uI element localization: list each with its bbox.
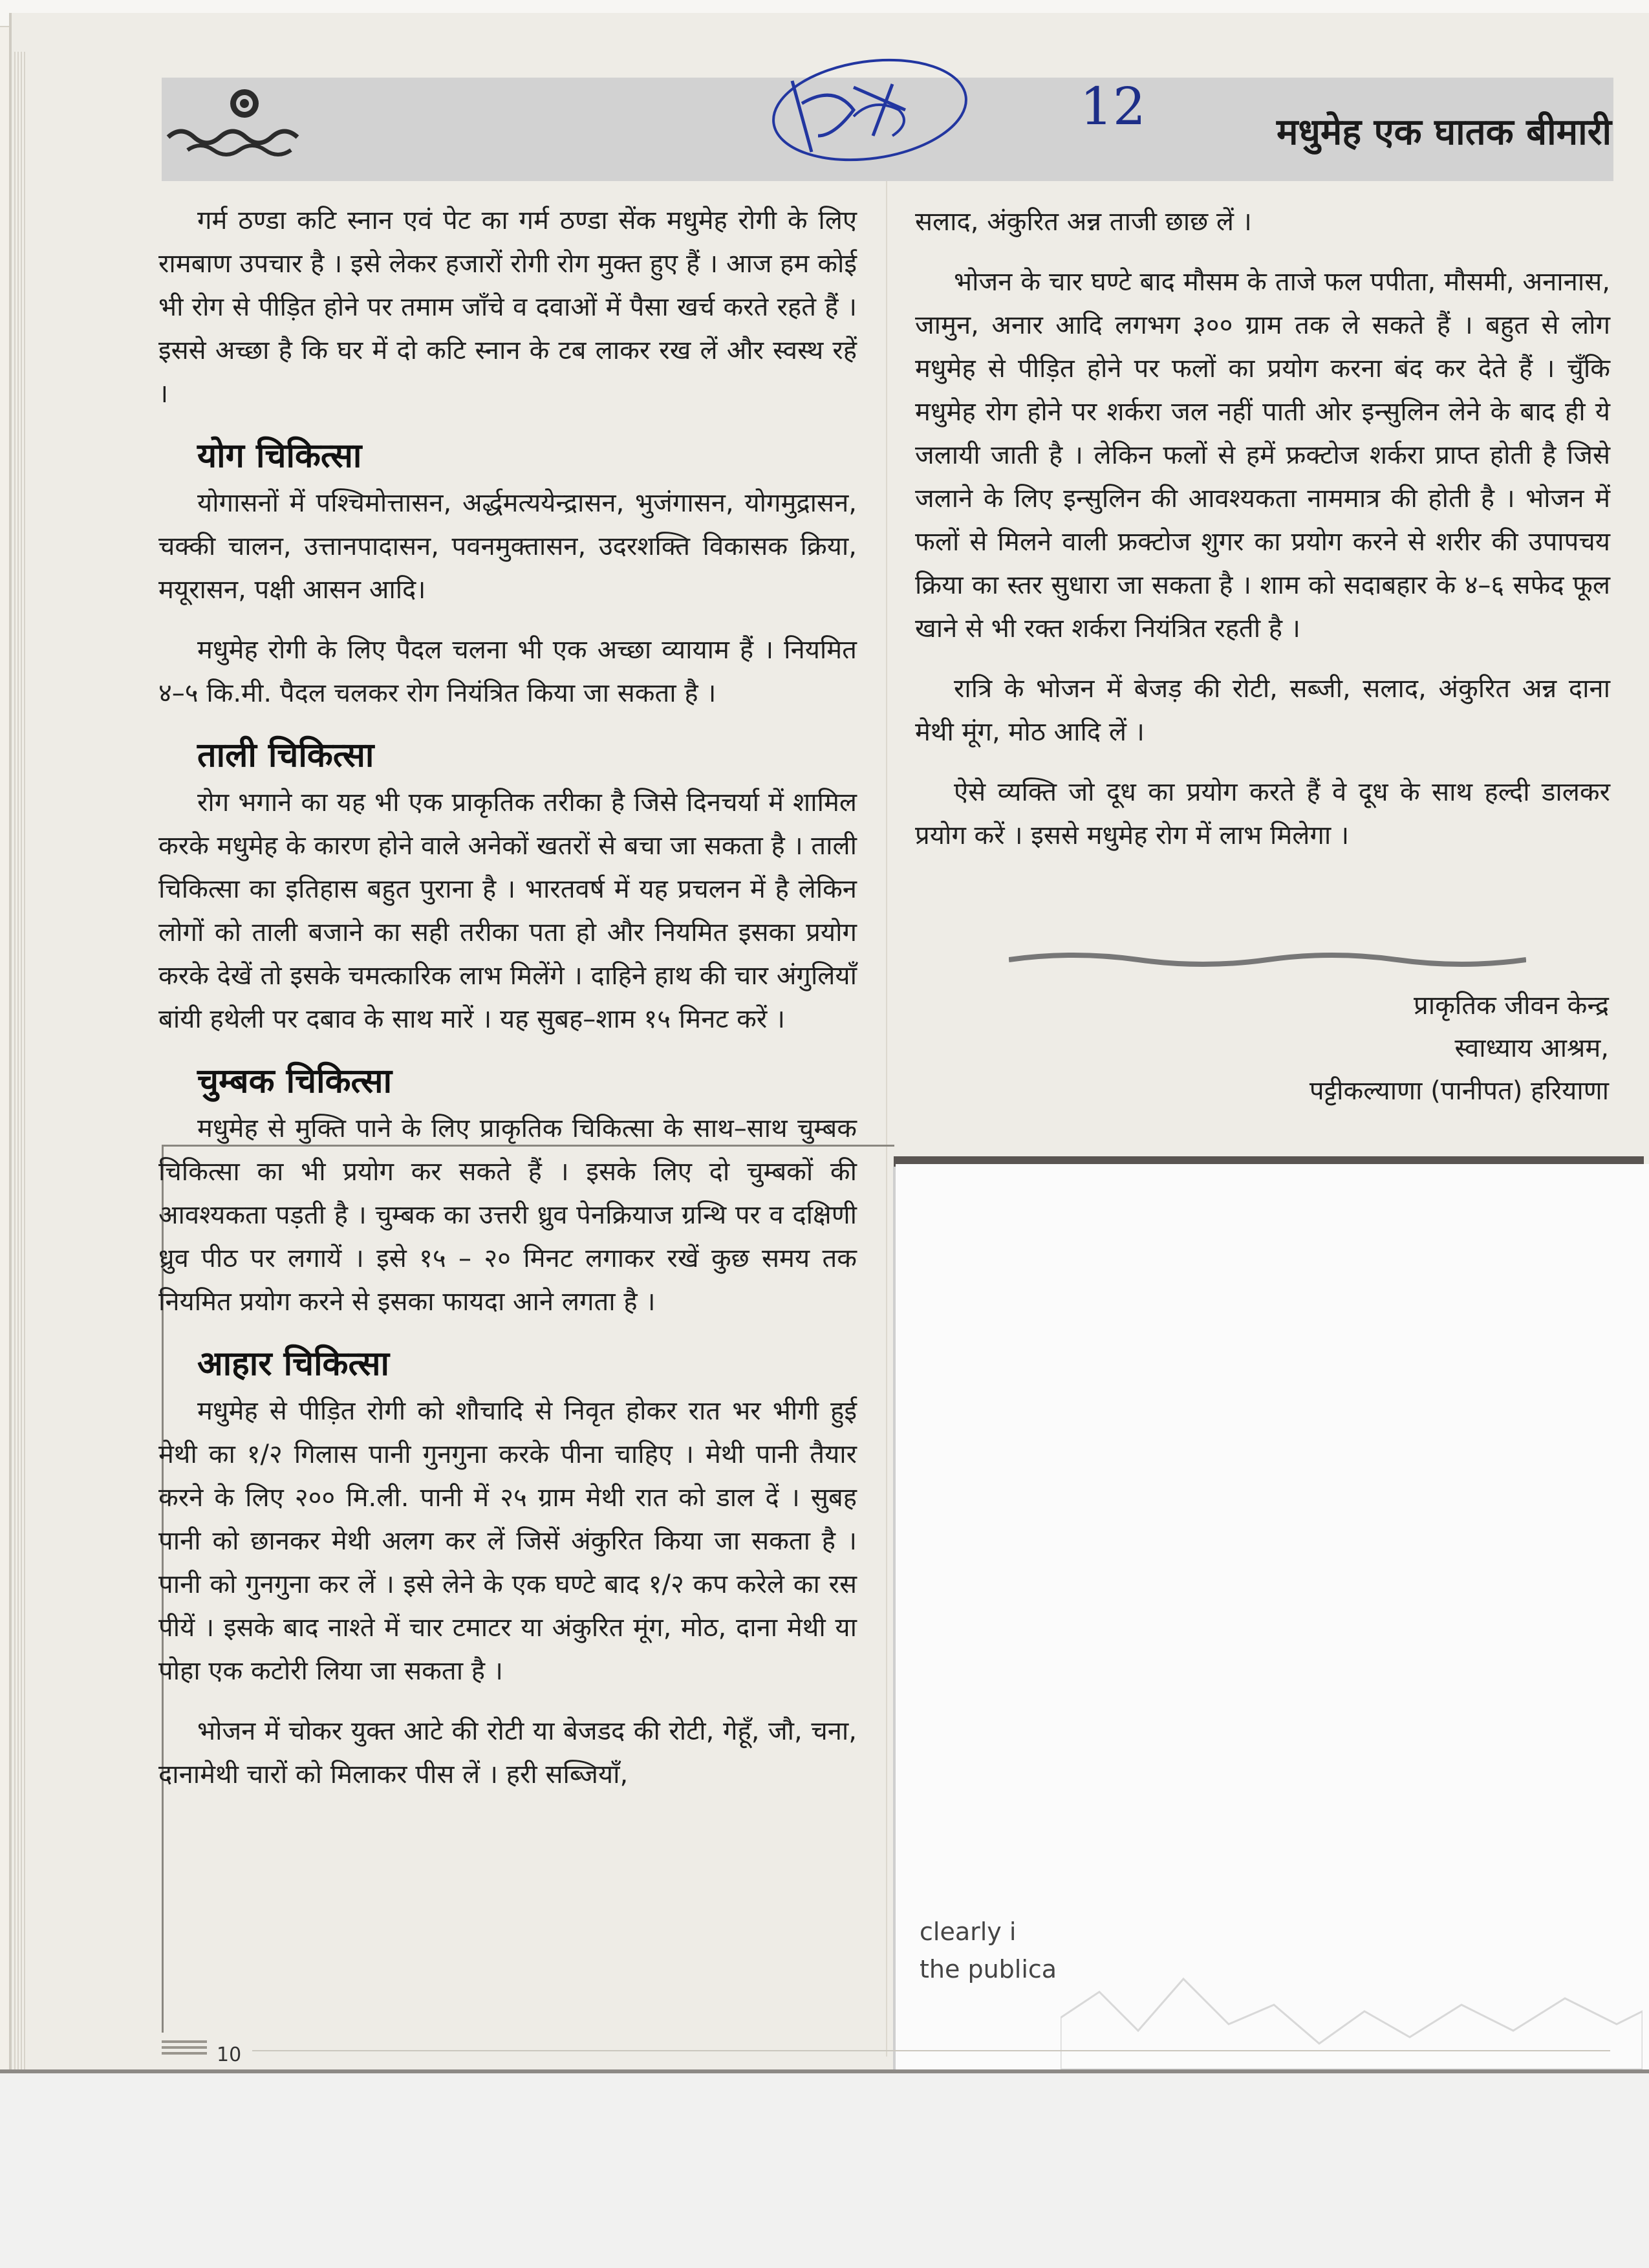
- sticker-text-line-2: the publica: [920, 1955, 1057, 1983]
- paragraph-salad: सलाद, अंकुरित अन्न ताजी छाछ लें ।: [915, 207, 1252, 237]
- paragraph-aahar: मधुमेह से पीड़ित रोगी को शौचादि से निवृत होकर रात भर भीगी हुई मेथी का १/२ गिलास पानी गुनगुना करके पीना चाहिए । मेथी पानी तैयार करने के लिए २०० मि.ली. पानी में २५ ग्राम मेथी रात को डाल दें । सुबह पानी को छानकर मेथी अलग कर लें जिसें अंकुरित किया जा सकता है । पानी को गुनगुना कर लें । इसे लेने के एक घण्टे बाद १/२ कप करेले का रस पीयें । इसके बाद नाश्ते में चार टमाटर या अंकुरित मूंग, मोठ, दाना मेथी या पोहा एक कटोरी लिया जा सकता है ।: [158, 1396, 857, 1686]
- sticker-visible-text: [920, 1913, 1057, 1988]
- signature-line-1: प्राकृतिक जीवन केन्द्र: [1414, 991, 1609, 1021]
- signature-line-3: पट्टीकल्याणा (पानीपत) हरियाणा: [1309, 1076, 1609, 1106]
- wave-logo-icon: [162, 78, 330, 181]
- handwritten-stamp-icon: [757, 39, 976, 175]
- footer-ornament: [162, 2040, 207, 2058]
- paragraph-fruits: भोजन के चार घण्टे बाद मौसम के ताजे फल पपीता, मौसमी, अनानास, जामुन, अनार आदि लगभग ३०० ग्राम तक ले सकते हैं । बहुत से लोग मधुमेह से पीड़ित होने पर फलों का प्रयोग करना बंद कर देते हैं । चुँकि मधुमेह रोग होने पर शर्करा जल नहीं पाती ओर इन्सुलिन लेने के बाद ही ये जलायी जाती है । लेकिन फलों से हमें फ्रक्टोज शर्करा प्राप्त होती है जिसे जलाने के लिए इन्सुलिन की आवश्यकता नाममात्र की होती है । भोजन में फलों से मिलने वाली फ्रक्टोज शुगर का प्रयोग करने से शरीर की उपापचय क्रिया का स्तर सुधारा जा सकता है । शाम को सदाबहार के ४–६ सफेद फूल खाने से भी रक्त शर्करा नियंत्रित रहती है ।: [915, 267, 1610, 643]
- paragraph-dinner: रात्रि के भोजन में बेजड़ की रोटी, सब्जी, सलाद, अंकुरित अन्न दाना मेथी मूंग, मोठ आदि लें ।: [915, 674, 1610, 747]
- paragraph-diet-grains: भोजन में चोकर युक्त आटे की रोटी या बेजडद की रोटी, गेहूँ, जौ, चना, दानामेथी चारों को मिलाकर पीस लें । हरी सब्जियाँ,: [158, 1716, 857, 1789]
- heading-taali: ताली चिकित्सा: [197, 736, 374, 775]
- paragraph-taali: रोग भगाने का यह भी एक प्राकृतिक तरीका है जिसे दिनचर्या में शामिल करके मधुमेह के कारण होने वाले अनेकों खतरों से बचा जा सकता है । ताली चिकित्सा का इतिहास बहुत पुराना है । भारतवर्ष में यह प्रचलन में है लेकिन लोगों को ताली बजाने का सही तरीका पता हो और नियमित इसका प्रयोग करके देखें तो इसके चमत्कारिक लाभ मिलेंगे । दाहिने हाथ की चार अंगुलियाँ बांयी हथेली पर दबाव के साथ मारें । यह सुबह–शाम १५ मिनट करें ।: [158, 788, 857, 1034]
- left-column: [158, 199, 857, 1813]
- sticker-text-line-1: clearly i: [920, 1917, 1017, 1946]
- author-signature: [1310, 984, 1609, 1112]
- page-number: 10: [217, 2044, 242, 2066]
- scanner-bed: [0, 2069, 1649, 2268]
- paragraph-yoga-asanas: योगासनों में पश्चिमोत्तासन, अर्द्धमत्ययेन्द्रासन, भुजंगासन, योगमुद्रासन, चक्की चालन, उत्तानपादासन, पवनमुक्तासन, उदरशक्ति विकासक क्रिया, मयूरासन, पक्षी आसन आदि।: [158, 488, 857, 605]
- page-stack-edge: [14, 52, 26, 2069]
- signature-line-2: स्वाध्याय आश्रम,: [1454, 1033, 1609, 1063]
- heading-aahar: आहार चिकित्सा: [197, 1345, 389, 1383]
- paragraph-milk-turmeric: ऐसे व्यक्ति जो दूध का प्रयोग करते हैं वे दूध के साथ हल्दी डालकर प्रयोग करें । इससे मधुमेह रोग में लाभ मिलेगा ।: [915, 777, 1610, 850]
- handwritten-page-ref: 12: [1080, 76, 1146, 136]
- wave-divider-icon: [1009, 948, 1526, 967]
- article-title: मधुमेह एक घातक बीमारी: [1276, 111, 1611, 153]
- paragraph-chumbak: मधुमेह से मुक्ति पाने के लिए प्राकृतिक चिकित्सा के साथ–साथ चुम्बक चिकित्सा का भी प्रयोग कर सकते हैं । इसके लिए दो चुम्बकों की आवश्यकता पड़ती है । चुम्बक का उत्तरी ध्रुव पेनक्रियाज ग्रन्थि पर व दक्षिणी ध्रुव पीठ पर लगायें । इसे १५ – २० मिनट लगाकर रखें कुछ समय तक नियमित प्रयोग करने से इसका फायदा आने लगता है ।: [158, 1114, 857, 1317]
- paragraph-hydrotherapy: गर्म ठण्डा कटि स्नान एवं पेट का गर्म ठण्डा सेंक मधुमेह रोगी के लिए रामबाण उपचार है । इसे लेकर हजारों रोगी रोग मुक्त हुए हैं । आज हम कोई भी रोग से पीड़ित होने पर तमाम जाँचे व दवाओं में पैसा खर्च करते रहते हैं । इससे अच्छा है कि घर में दो कटि स्नान के टब लाकर रख लें और स्वस्थ रहें ।: [158, 206, 857, 409]
- footer-rule: [252, 2050, 1610, 2051]
- right-column: [915, 200, 1610, 874]
- heading-yoga: योग चिकित्सा: [197, 437, 362, 475]
- paragraph-walking: मधुमेह रोगी के लिए पैदल चलना भी एक अच्छा व्यायाम हैं । नियमित ४–५ कि.मी. पैदल चलकर रोग नियंत्रित किया जा सकता है ।: [158, 635, 857, 708]
- heading-chumbak: चुम्बक चिकित्सा: [197, 1062, 393, 1101]
- torn-paper-edge-icon: [1061, 1875, 1643, 2069]
